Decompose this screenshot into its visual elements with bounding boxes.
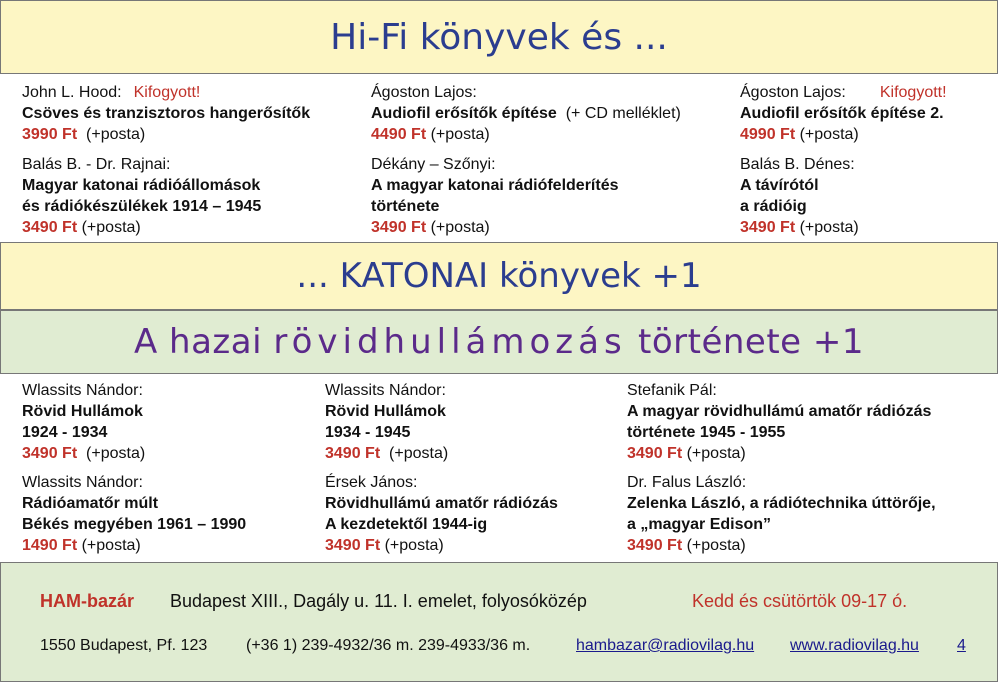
- book-shipping: (+posta): [430, 126, 490, 143]
- book-wlassits-2: [325, 380, 448, 464]
- book-extra: (+ CD melléklet): [565, 105, 681, 122]
- book-wlassits-1: [22, 380, 145, 464]
- book-shipping: (+posta): [389, 445, 449, 462]
- book-title: A távírótól: [740, 177, 819, 194]
- radio-books-section: [0, 374, 998, 562]
- page-number: 4: [957, 637, 966, 654]
- book-price: 3490 Ft: [627, 445, 683, 462]
- book-author: Balás B. - Dr. Rajnai:: [22, 156, 171, 173]
- book-price: 3990 Ft: [22, 126, 78, 143]
- footer-band: [0, 562, 998, 682]
- website-link[interactable]: www.radiovilag.hu: [790, 637, 919, 654]
- book-author: Balás B. Dénes:: [740, 156, 855, 173]
- book-author: Érsek János:: [325, 474, 418, 491]
- hazai-heading-suffix: története +1: [626, 322, 865, 362]
- katonai-banner: [0, 242, 998, 310]
- book-title: Rövidhullámú amatőr rádiózás: [325, 495, 558, 512]
- book-title-line2: története: [371, 198, 440, 215]
- book-author: Ágoston Lajos:: [740, 84, 846, 101]
- book-title-line2: Békés megyében 1961 – 1990: [22, 516, 247, 533]
- book-shipping: (+posta): [686, 445, 746, 462]
- hifi-heading: Hi-Fi könyvek és ...: [330, 16, 668, 58]
- book-title: Rövid Hullámok: [22, 403, 143, 420]
- book-price: 3490 Ft: [627, 537, 683, 554]
- book-agoston-1: [371, 82, 681, 145]
- book-author: Stefanik Pál:: [627, 382, 717, 399]
- book-shipping: (+posta): [686, 537, 746, 554]
- book-title-line2: A kezdetektől 1944-ig: [325, 516, 488, 533]
- hazai-heading-prefix: A hazai: [133, 322, 274, 362]
- hazai-heading: [134, 322, 864, 362]
- book-author: Dékány – Szőnyi:: [371, 156, 496, 173]
- opening-hours: Kedd és csütörtök 09-17 ó.: [692, 591, 908, 611]
- book-title-line2: a „magyar Edison”: [627, 516, 772, 533]
- shop-name: HAM-bazár: [40, 591, 135, 611]
- book-agoston-2: [740, 82, 947, 145]
- book-ersek: [325, 472, 558, 556]
- book-shipping: (+posta): [384, 537, 444, 554]
- book-price: 3490 Ft: [22, 219, 78, 236]
- email-link[interactable]: hambazar@radiovilag.hu: [576, 637, 755, 654]
- book-author: Wlassits Nándor:: [325, 382, 446, 399]
- book-balas-denes: [740, 154, 859, 238]
- book-title-line2: 1934 - 1945: [325, 424, 411, 441]
- book-stefanik: [627, 380, 931, 464]
- postal-address: 1550 Budapest, Pf. 123: [40, 637, 208, 654]
- book-title-line2: 1924 - 1934: [22, 424, 108, 441]
- hazai-banner: [0, 310, 998, 374]
- book-price: 3490 Ft: [22, 445, 78, 462]
- phone-numbers: (+36 1) 239-4932/36 m. 239-4933/36 m.: [246, 637, 531, 654]
- book-title: Magyar katonai rádióállomások: [22, 177, 261, 194]
- book-dekany-szonyi: [371, 154, 619, 238]
- book-falus: [627, 472, 936, 556]
- book-title-line2: a rádióig: [740, 198, 807, 215]
- book-shipping: (+posta): [430, 219, 490, 236]
- book-author: John L. Hood:: [22, 84, 122, 101]
- book-title: Rövid Hullámok: [325, 403, 446, 420]
- book-shipping: (+posta): [86, 126, 146, 143]
- book-price: 1490 Ft: [22, 537, 78, 554]
- book-title: A magyar rövidhullámú amatőr rádiózás: [627, 403, 932, 420]
- book-price: 3490 Ft: [325, 537, 381, 554]
- book-balas-rajnai: [22, 154, 261, 238]
- book-title: A magyar katonai rádiófelderítés: [371, 177, 619, 194]
- hifi-books-section: [0, 74, 998, 242]
- book-price: 4490 Ft: [371, 126, 427, 143]
- book-author: Wlassits Nándor:: [22, 474, 143, 491]
- book-author: Dr. Falus László:: [627, 474, 747, 491]
- book-title: Csöves és tranzisztoros hangerősítők: [22, 105, 311, 122]
- hifi-banner: [0, 0, 998, 74]
- hazai-heading-spaced: rövidhullámozás: [273, 322, 627, 362]
- book-price: 3490 Ft: [325, 445, 381, 462]
- book-title: Audiofil erősítők építése: [371, 105, 557, 122]
- book-wlassits-3: [22, 472, 246, 556]
- book-title-line2: története 1945 - 1955: [627, 424, 786, 441]
- book-title-line2: és rádiókészülékek 1914 – 1945: [22, 198, 262, 215]
- katonai-heading: ... KATONAI könyvek +1: [296, 256, 702, 296]
- book-shipping: (+posta): [86, 445, 146, 462]
- book-author: Wlassits Nándor:: [22, 382, 143, 399]
- book-title: Rádióamatőr múlt: [22, 495, 159, 512]
- book-price: 4990 Ft: [740, 126, 796, 143]
- sold-out-note: Kifogyott!: [133, 84, 201, 101]
- book-shipping: (+posta): [81, 219, 141, 236]
- book-hood: [22, 82, 310, 145]
- shop-address: Budapest XIII., Dagály u. 11. I. emelet, folyosóközép: [170, 591, 587, 611]
- book-title: Zelenka László, a rádiótechnika úttörője,: [627, 495, 936, 512]
- book-price: 3490 Ft: [371, 219, 427, 236]
- book-author: Ágoston Lajos:: [371, 84, 477, 101]
- book-price: 3490 Ft: [740, 219, 796, 236]
- book-shipping: (+posta): [799, 219, 859, 236]
- book-shipping: (+posta): [799, 126, 859, 143]
- book-shipping: (+posta): [81, 537, 141, 554]
- sold-out-note: Kifogyott!: [879, 84, 947, 101]
- book-title: Audiofil erősítők építése 2.: [740, 105, 944, 122]
